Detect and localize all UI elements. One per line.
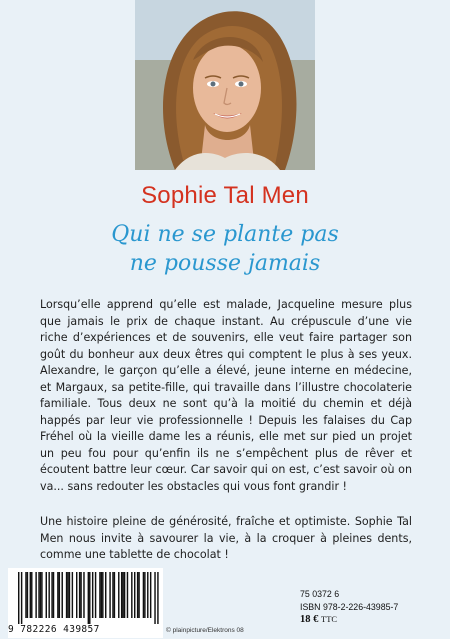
barcode-bar <box>109 572 110 618</box>
barcode-bar <box>80 572 81 618</box>
barcode-bar <box>95 572 96 618</box>
blurb <box>40 297 412 564</box>
barcode-bar <box>147 572 148 618</box>
barcode-bar <box>101 572 102 618</box>
barcode-bar <box>59 572 60 618</box>
barcode-bar <box>137 572 138 618</box>
barcode-bar <box>150 572 151 618</box>
barcode-bar <box>92 572 93 618</box>
barcode-bar <box>41 572 42 618</box>
barcode-bar <box>83 572 84 618</box>
barcode-bar <box>127 572 128 618</box>
barcode-bar <box>67 572 68 618</box>
barcode-bar <box>27 572 28 618</box>
author-name: Sophie Tal Men <box>141 182 309 209</box>
barcode-bar <box>143 572 144 618</box>
price <box>300 613 440 627</box>
barcode-bar <box>21 572 22 624</box>
author-photo <box>135 0 315 170</box>
book-title <box>0 220 450 278</box>
barcode-bar <box>105 572 106 618</box>
barcode-bar <box>76 572 77 618</box>
barcode-bar <box>144 572 145 618</box>
isbn-number: ISBN 978-2-226-43985-7 <box>300 601 399 612</box>
barcode-bar <box>118 572 119 618</box>
barcode-bar <box>157 572 158 624</box>
barcode-bar <box>134 572 135 618</box>
barcode-bar <box>99 572 100 618</box>
barcode-bar <box>57 572 58 618</box>
barcode-bar <box>124 572 125 618</box>
barcode-bar <box>18 572 19 624</box>
barcode-bar <box>66 572 67 618</box>
barcode-bar <box>112 572 113 618</box>
barcode-bar <box>121 572 122 618</box>
blurb-paragraph-2: Une histoire pleine de générosité, fraîche et optimiste. Sophie Tal Men nous invite à savourer la vie, à la croquer à pleines dents, comme une tablette de chocolat ! <box>40 515 412 561</box>
code-number: 75 0372 6 <box>300 589 340 599</box>
title-line-1: Qui ne se plante pas <box>111 222 339 247</box>
barcode-bar <box>31 572 32 618</box>
barcode-bar <box>88 572 89 624</box>
barcode-bars <box>8 568 163 624</box>
book-codes <box>300 588 440 627</box>
blurb-paragraph-1: Lorsqu’elle apprend qu’elle est malade, Jacqueline mesure plus que jamais le prix de chaque instant. Au crépuscule d’une vie riche d’expériences et de souvenirs, elle veut faire partager son goût du bonheur aux deux êtres qui comptent le plus à ses yeux. Alexandre, le garçon qu’elle a élevé, jeune interne en médecine, et Margaux, sa petite-fille, qui travaille dans l’illustre chocolaterie familiale. Tous deux ne sont qu’à la moitié du chemin et déjà happés par leur vie professionnelle ! Depuis les falaises du Cap Fréhel où la vieille dame les a réunis, elle met sur pied un projet un peu fou pour qu’enfin ils ne s’empêchent plus de rêver et écoutent battre leur cœur. Car savoir qui on est, c’est savoir où on va... sans redouter les obstacles qui vous font grandir ! <box>40 298 412 493</box>
barcode-bar <box>89 572 90 624</box>
barcode-bar <box>25 572 26 618</box>
barcode-bar <box>138 572 139 618</box>
barcode-bar <box>51 572 52 618</box>
barcode-bar <box>38 572 39 618</box>
barcode-bar <box>72 572 73 618</box>
barcode-bar <box>35 572 36 618</box>
barcode-bar <box>30 572 31 618</box>
barcode-bar <box>40 572 41 618</box>
barcode-bar <box>131 572 132 618</box>
barcode-bar <box>79 572 80 618</box>
barcode-bar <box>154 572 155 624</box>
title-line-2: ne pousse jamais <box>129 251 321 276</box>
price-value: 18 € <box>300 614 319 625</box>
barcode-digits: 9 782226 439857 <box>8 624 100 635</box>
barcode-bar <box>62 572 63 618</box>
barcode-bar <box>114 572 115 618</box>
barcode-bar <box>53 572 54 618</box>
photo-credit: © plainpicture/Elektrons 08 <box>166 627 244 634</box>
barcode-bar <box>48 572 49 618</box>
barcode-bar <box>102 572 103 618</box>
barcode-bar <box>122 572 123 618</box>
barcode-bar <box>46 572 47 618</box>
price-suffix: TTC <box>321 614 338 624</box>
barcode-bar <box>69 572 70 618</box>
